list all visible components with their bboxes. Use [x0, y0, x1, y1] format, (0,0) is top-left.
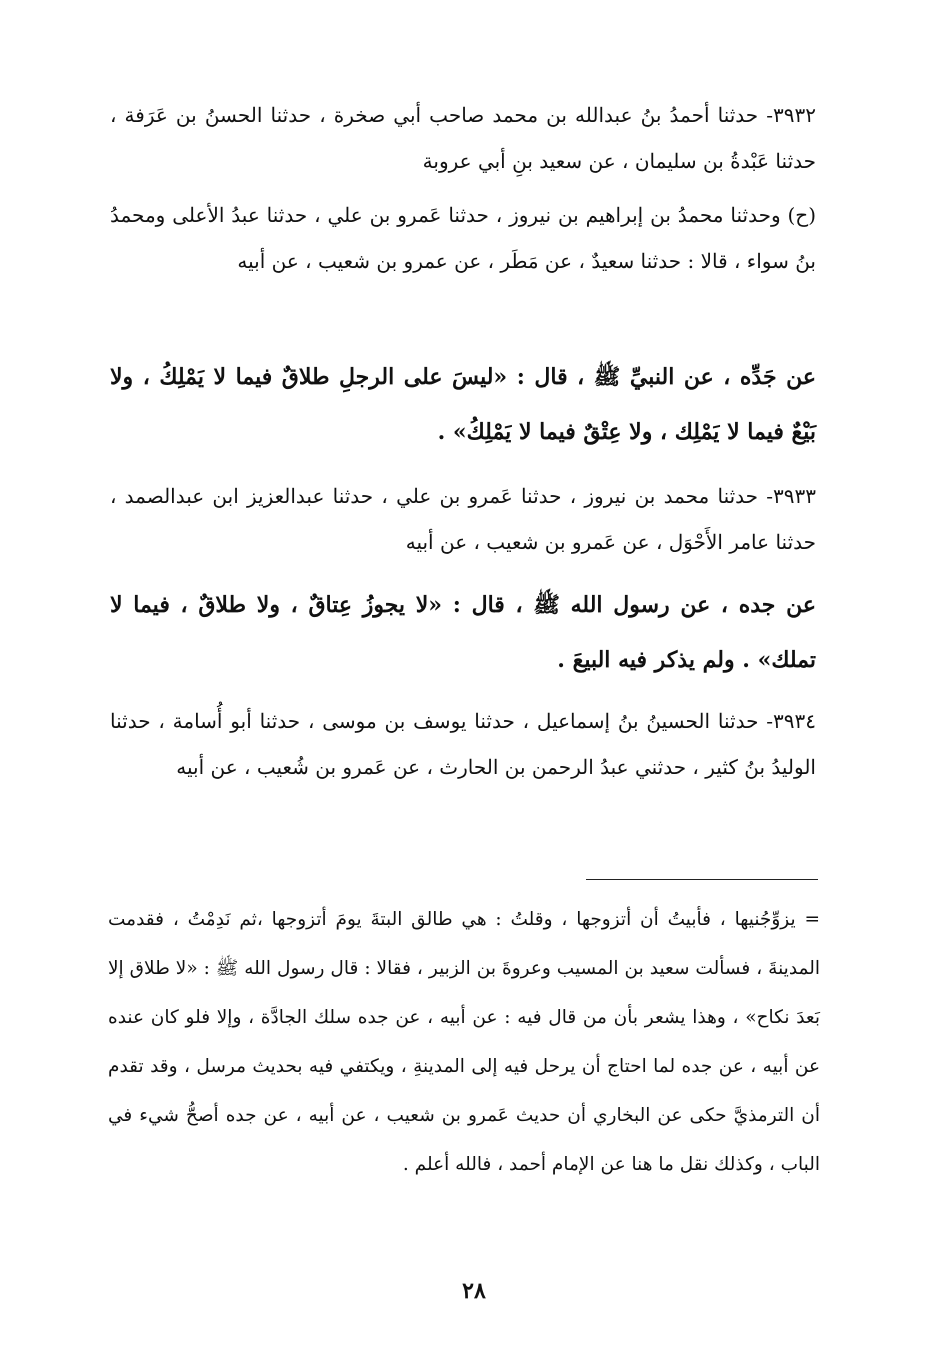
hadith-3932-isnad: ٣٩٣٢- حدثنا أحمدُ بنُ عبدالله بن محمد صاحب أبي صخرة ، حدثنا الحسنُ بن عَرَفة ، حدثنا عَبْدةُ بن سليمان ، عن سعيد بنِ أبي عروبة [110, 103, 817, 173]
hadith-3933-matn: عن جده ، عن رسول الله ﷺ ، قال : «لا يجوزُ عِتاقٌ ، ولا طلاقٌ ، فيما لا تملك» . ولم يذكر فيه البيعَ . [110, 592, 816, 673]
hadith-3933-isnad: ٣٩٣٣- حدثنا محمد بن نيروز ، حدثنا عَمرو بن علي ، حدثنا عبدالعزيز ابن عبدالصمد ، حدثنا عامر الأَحْوَل ، عن عَمرو بن شعيب ، عن أبيه [110, 484, 816, 554]
hadith-3934-isnad: ٣٩٣٤- حدثنا الحسينُ بنُ إسماعيل ، حدثنا يوسف بن موسى ، حدثنا أبو أُسامة ، حدثنا الوليدُ بنُ كثير ، حدثني عبدُ الرحمن بن الحارث ، عن عَمرو بن شُعيب ، عن أبيه [110, 709, 816, 779]
footnote-text: = يزوِّجُنيها ، فأبيتُ أن أتزوجها ، وقلتُ : هي طالق البتةَ يومَ أتزوجها ،ثم نَدِمْتُ ، فقدمت المدينةَ ، فسألت سعيد بن المسيب وعروةَ بن الزبير ، فقالا : قال رسول الله ﷺ : «لا طلاق إلا بَعدَ نكاح» ، وهذا يشعر بأن من قال فيه : عن أبيه ، عن جده سلك الجادَّة ، وإلا فلو كان عنده عن أبيه ، عن جده لما احتاج أن يرحل فيه إلى المدينةِ ، ويكتفي فيه بحديث مرسل ، وقد تقدم أن الترمذيَّ حكى عن البخاري أن حديث عَمرو بن شعيب ، عن أبيه ، عن جده أصحُّ شيء في الباب ، وكذلك نقل ما هنا عن الإمام أحمد ، فالله أعلم . [108, 909, 820, 1175]
hadith-3932-second-isnad: (ح) وحدثنا محمدُ بن إبراهيم بن نيروز ، حدثنا عَمرو بن علي ، حدثنا عبدُ الأعلى ومحمدُ بنُ سواء ، قالا : حدثنا سعيدٌ ، عن مَطَر ، عن عمرو بن شعيب ، عن أبيه [110, 203, 816, 273]
hadith-3932-matn: عن جَدِّه ، عن النبيِّ ﷺ ، قال : «ليسَ على الرجلِ طلاقٌ فيما لا يَمْلِكُ ، ولا بَيْعٌ فيما لا يَمْلِك ، ولا عِتْقٌ فيما لا يَمْلِكُ» . [110, 364, 816, 445]
footnote-separator [586, 879, 818, 880]
page-number: ٢٨ [462, 1278, 486, 1304]
